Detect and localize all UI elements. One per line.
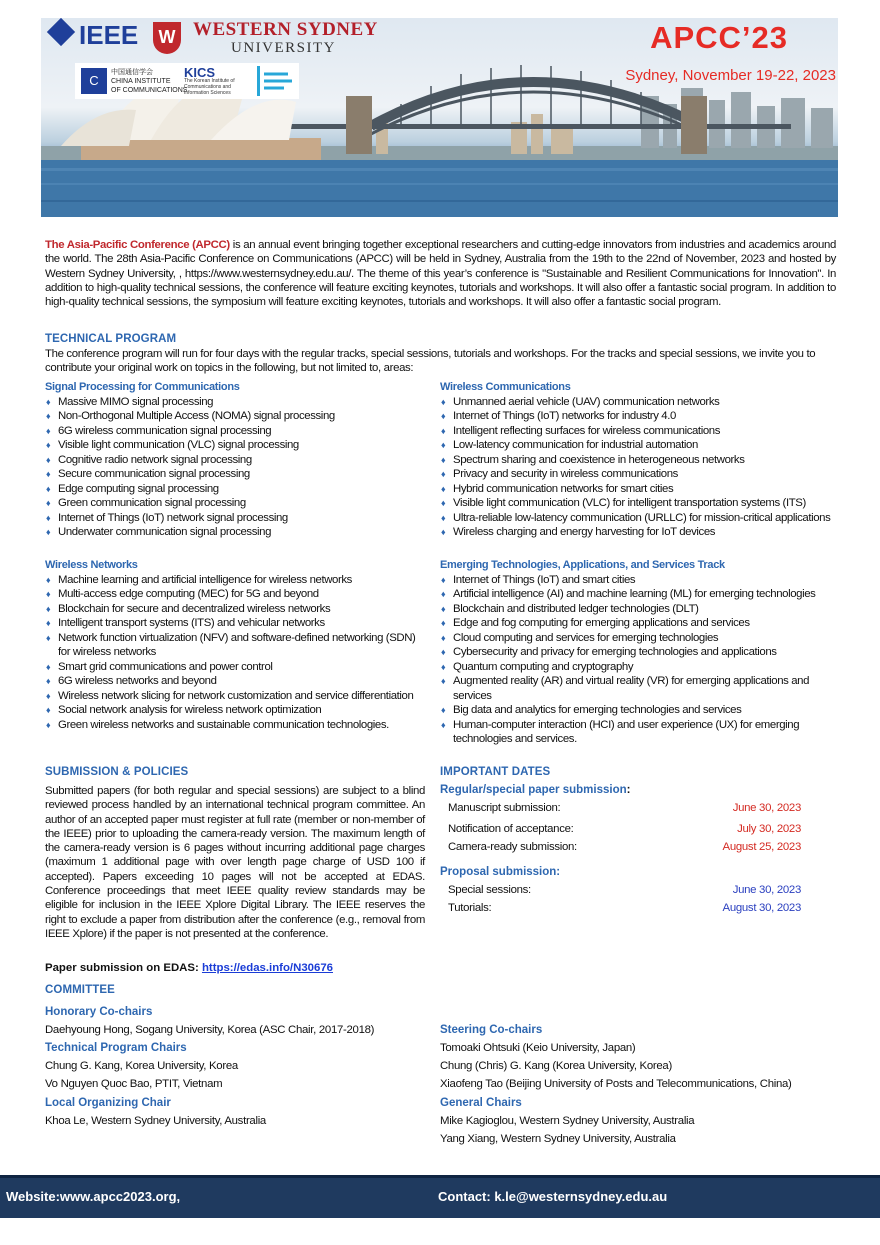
intro-lead: The Asia-Pacific Conference (APCC) [45, 239, 230, 251]
topic-item: ♦ Network function virtualization (NFV) and software-defined networking (SDN) for wireless networks [45, 631, 430, 660]
important-dates-heading: IMPORTANT DATES [440, 766, 551, 778]
committee-member: Xiaofeng Tao (Beijing University of Posts and Telecommunications, China) [440, 1078, 792, 1090]
topic-item: ♦ Cybersecurity and privacy for emerging technologies and applications [440, 645, 840, 660]
track-wireless-networks [45, 558, 430, 732]
edas-line [45, 962, 333, 974]
topic-item: ♦ Internet of Things (IoT) and smart cities [440, 573, 840, 588]
date-row-tutorials [448, 902, 801, 914]
topic-item: ♦ Edge computing signal processing [45, 482, 430, 497]
committee-member: Yang Xiang, Western Sydney University, Australia [440, 1133, 676, 1145]
date-row-notification [448, 823, 801, 835]
topic-item: ♦ Intelligent transport systems (ITS) and vehicular networks [45, 616, 430, 631]
date-value: July 30, 2023 [737, 823, 801, 835]
topic-item: ♦ Cognitive radio network signal processing [45, 453, 430, 468]
topic-item: ♦ Big data and analytics for emerging technologies and services [440, 703, 840, 718]
kics-logo: KICS [184, 65, 216, 80]
topic-item: ♦ Augmented reality (AR) and virtual reality (VR) for emerging applications and services [440, 674, 840, 703]
committee-member: Chung (Chris) G. Kang (Korea University, Korea) [440, 1060, 672, 1072]
topic-item: ♦ Massive MIMO signal processing [45, 395, 430, 410]
intro-paragraph [45, 238, 836, 309]
wsu-logo-name: WESTERN SYDNEY [193, 19, 378, 40]
date-label: Camera-ready submission: [448, 841, 577, 853]
topic-item: ♦ Hybrid communication networks for smart cities [440, 482, 840, 497]
kics-logo-sub: The Korean Institute of Communications and Information Sciences [184, 78, 235, 96]
topic-item: ♦ Machine learning and artificial intelligence for wireless networks [45, 573, 430, 588]
topic-item: ♦ 6G wireless networks and beyond [45, 674, 430, 689]
topic-item: ♦ Green wireless networks and sustainable communication technologies. [45, 718, 430, 733]
cic-name-en2: OF COMMUNICATIONS [111, 87, 188, 94]
general-chairs-heading: General Chairs [440, 1097, 522, 1109]
committee-member: Khoa Le, Western Sydney University, Australia [45, 1115, 266, 1127]
ieice-logo [257, 66, 296, 96]
tpc-chairs-heading: Technical Program Chairs [45, 1042, 187, 1054]
topic-item: ♦ Green communication signal processing [45, 496, 430, 511]
topic-item: ♦ Unmanned aerial vehicle (UAV) communication networks [440, 395, 840, 410]
submission-text: Submitted papers (for both regular and special sessions) are subject to a blind reviewed process handled by an international technical program committee. An author of an accepted paper must register at full rate (member or non-member of the IEEE) prior to uploading the camera-ready version. The maximum length of the camera-ready version is 6 pages without incurring additional page charges (maximum 1 additional page with over length page charge of USD 100 if accepted). Papers exceeding 10 pages will not be accepted at EDAS. Conference proceedings that meet IEEE quality review standards may be eligible for inclusion in the IEEE Xplore Digital Library. The IEEE reserves the right to exclude a paper from distribution after the conference (e.g., removal from IEEE Xplore) if the paper is not presented at the conference. [45, 785, 425, 940]
proposal-submission-heading: Proposal submission: [440, 866, 561, 878]
intro-text: is an annual event bringing together exceptional researchers and cutting-edge innovators from industries and academics around the world. The 28th Asia-Pacific Conference on Communications (APCC) will be held in Sydney, Australia from the 19th to the 22nd of November, 2023 and hosted by Western Sydney University, , https://www.westernsydney.edu.au/. The theme of this year’s conference is "Sustainable and Resilient Communications for Innovation". In addition to high-quality technical sessions, the conference will feature exciting keynotes, tutorials and workshops. It will also offer a fantastic social program. In addition to high-quality technical sessions, the symposium will feature exciting keynotes, tutorials and workshops. It will also offer a fantastic social program. [45, 239, 836, 309]
committee-member: Mike Kagioglou, Western Sydney University, Australia [440, 1115, 695, 1127]
footer-website[interactable]: Website:www.apcc2023.org, [6, 1189, 181, 1204]
regular-submission-label: Regular/special paper submission [440, 784, 627, 796]
date-row-manuscript [448, 802, 801, 814]
wsu-logo-sub: UNIVERSITY [231, 40, 336, 56]
topic-item: ♦ Wireless network slicing for network customization and service differentiation [45, 689, 430, 704]
topic-item: ♦ Multi-access edge computing (MEC) for 5G and beyond [45, 587, 430, 602]
committee-member: Vo Nguyen Quoc Bao, PTIT, Vietnam [45, 1078, 223, 1090]
committee-member: Chung G. Kang, Korea University, Korea [45, 1060, 238, 1072]
topic-item: ♦ Artificial intelligence (AI) and machine learning (ML) for emerging technologies [440, 587, 840, 602]
track-title: Signal Processing for Communications [45, 381, 240, 393]
track-wireless-communications [440, 380, 840, 540]
topic-item: ♦ Blockchain and distributed ledger technologies (DLT) [440, 602, 840, 617]
wsu-shield-icon: W [153, 22, 181, 54]
topic-item: ♦ Non-Orthogonal Multiple Access (NOMA) signal processing [45, 409, 430, 424]
topic-item: ♦ Underwater communication signal processing [45, 525, 430, 540]
steering-chairs-heading: Steering Co-chairs [440, 1024, 543, 1036]
topic-item: ♦ Wireless charging and energy harvesting for IoT devices [440, 525, 840, 540]
topic-item: ♦ Internet of Things (IoT) network signal processing [45, 511, 430, 526]
topic-item: ♦ Ultra-reliable low-latency communication (URLLC) for mission-critical applications [440, 511, 840, 526]
local-chair-heading: Local Organizing Chair [45, 1097, 171, 1109]
topic-item: ♦ Smart grid communications and power control [45, 660, 430, 675]
track-title: Emerging Technologies, Applications, and Services Track [440, 559, 725, 571]
track-title: Wireless Communications [440, 381, 571, 393]
date-label: Notification of acceptance: [448, 823, 574, 835]
footer-contact[interactable]: Contact: k.le@westernsydney.edu.au [438, 1189, 668, 1204]
track-emerging-technologies [440, 558, 840, 747]
track-topic-list [45, 573, 430, 733]
technical-program-heading: TECHNICAL PROGRAM [45, 333, 177, 345]
committee-member: Daehyoung Hong, Sogang University, Korea (ASC Chair, 2017-2018) [45, 1024, 375, 1036]
regular-submission-colon: : [626, 784, 631, 796]
date-label: Special sessions: [448, 884, 531, 896]
cic-name-en1: CHINA INSTITUTE [111, 78, 171, 85]
date-label: Manuscript submission: [448, 802, 561, 814]
date-row-special-sessions [448, 884, 801, 896]
footer-bar [0, 1175, 880, 1218]
cic-logo-text [111, 68, 187, 95]
track-topic-list [45, 395, 430, 540]
committee-member: Tomoaki Ohtsuki (Keio University, Japan) [440, 1042, 636, 1054]
committee-heading: COMMITTEE [45, 984, 115, 996]
topic-item: ♦ Internet of Things (IoT) networks for industry 4.0 [440, 409, 840, 424]
topic-item: ♦ Social network analysis for wireless network optimization [45, 703, 430, 718]
topic-item: ♦ Secure communication signal processing [45, 467, 430, 482]
topic-item: ♦ Visible light communication (VLC) signal processing [45, 438, 430, 453]
track-topic-list [440, 573, 840, 747]
regular-submission-heading [440, 784, 630, 796]
topic-item: ♦ Visible light communication (VLC) for intelligent transportation systems (ITS) [440, 496, 840, 511]
technical-program-text: The conference program will run for four days with the regular tracks, special sessions, tutorials and workshops. For the tracks and special sessions, we invite you to contribute your original work on topics in the following, but not limited to, areas: [45, 348, 816, 375]
topic-item: ♦ Privacy and security in wireless communications [440, 467, 840, 482]
topic-item: ♦ 6G wireless communication signal processing [45, 424, 430, 439]
topic-item: ♦ Cloud computing and services for emerging technologies [440, 631, 840, 646]
topic-item: ♦ Blockchain for secure and decentralized wireless networks [45, 602, 430, 617]
submission-heading: SUBMISSION & POLICIES [45, 766, 189, 778]
header-banner [41, 18, 838, 217]
ieee-diamond-icon [47, 18, 75, 46]
topic-item: ♦ Spectrum sharing and coexistence in heterogeneous networks [440, 453, 840, 468]
conference-title: APCC’23 [650, 20, 788, 55]
ieice-logo-icon [260, 66, 296, 96]
date-row-camera-ready [448, 841, 801, 853]
cic-logo-icon: C [81, 68, 107, 94]
date-value: August 30, 2023 [722, 902, 801, 914]
topic-item: ♦ Low-latency communication for industrial automation [440, 438, 840, 453]
date-value: June 30, 2023 [732, 802, 801, 814]
ieee-logo-text: IEEE [79, 20, 139, 50]
ieee-logo [45, 20, 138, 51]
track-signal-processing [45, 380, 430, 540]
topic-item: ♦ Quantum computing and cryptography [440, 660, 840, 675]
date-value: June 30, 2023 [732, 884, 801, 896]
edas-link[interactable]: https://edas.info/N30676 [201, 962, 333, 974]
edas-label: Paper submission on EDAS: [45, 962, 202, 974]
date-value: August 25, 2023 [722, 841, 801, 853]
date-label: Tutorials: [448, 902, 492, 914]
track-topic-list [440, 395, 840, 540]
topic-item: ♦ Edge and fog computing for emerging applications and services [440, 616, 840, 631]
track-title: Wireless Networks [45, 559, 138, 571]
conference-location-date: Sydney, November 19-22, 2023 [625, 67, 836, 84]
cic-name-cn: 中国通信学会 [111, 69, 153, 76]
honorary-chairs-heading: Honorary Co-chairs [45, 1006, 153, 1018]
topic-item: ♦ Human-computer interaction (HCI) and user experience (UX) for emerging technologies and services. [440, 718, 840, 747]
topic-item: ♦ Intelligent reflecting surfaces for wireless communications [440, 424, 840, 439]
